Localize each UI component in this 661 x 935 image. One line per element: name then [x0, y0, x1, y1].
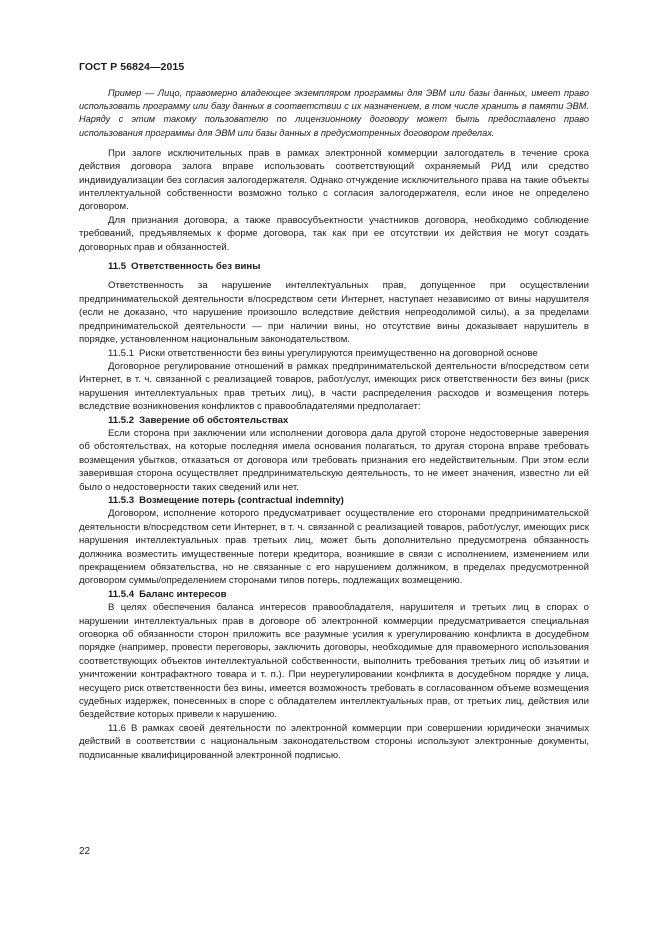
section-title: Баланс интересов	[139, 588, 227, 600]
paragraph-11-6	[79, 722, 589, 762]
section-number: 11.5.4	[108, 588, 135, 600]
paragraph-indemnity: Договором, исполнение которого предусматривает осуществление его сторонами предпринимательской деятельности в/посредством сети Интернет, в т. ч. связанной с реализацией товаров, работ/услуг, имеющих риск нарушения интеллектуальных прав третьих лиц, может быть дополнительно предусмотрена обязанность должника возместить имущественные потери кредитора, возникшие в связи с исполнением, изменением или прекращением обязательства, но не связанные с его нарушением должником, в пределах предусмотренной договором суммы/определением сторонами типов потерь, подлежащих возмещению.	[79, 508, 589, 587]
paragraph-assurances: Если сторона при заключении или исполнении договора дала другой стороне недостоверные заверения об обстоятельствах, на которые последняя имела основания полагаться, то другая сторона вправе требовать возмещения убытков, отказаться от договора или требовать признания его недействительным. При этом если заверившая сторона осуществляет предпринимательскую деятельность, то не имеет значения, известно ли ей было о недостоверности таких сведений или нет.	[79, 427, 589, 493]
example-paragraph: Пример — Лицо, правомерно владеющее экземпляром программы для ЭВМ или базы данных, имеет право использовать программу или базу данных в соответствии с их назначением, в том числе хранить в памяти ЭВМ. Наряду с этим такому пользователю по лицензионному договору может быть предоставлено право использования программы для ЭВМ или базы данных в предусмотренных договором пределах.	[79, 88, 589, 138]
paragraph-contract-form: Для признания договора, а также правосубъектности участников договора, необходимо соблюдение требований, предъявляемых к форме договора, так как при ее отсутствии их действия не могут создать договорных прав и обязанностей.	[79, 214, 589, 253]
section-heading-11-5-3	[79, 494, 589, 507]
section-title: Ответственность без вины	[131, 261, 261, 273]
section-title: Возмещение потерь (contractual indemnity)	[139, 494, 344, 506]
section-text: Риски ответственности без вины урегулируются преимущественно на договорной основе	[138, 347, 538, 359]
section-heading-11-5-4	[79, 588, 589, 601]
paragraph-balance: В целях обеспечения баланса интересов правообладателя, нарушителя и третьих лиц в спорах о нарушении интеллектуальных прав в договоре об электронной коммерции предусматривается специальная оговорка об обязанности сторон приложить все разумные усилия к урегулированию конфликта в досудебном порядке (например, провести переговоры, заключить договоры, необходимые для правомерного использования соответствующих объектов интеллектуальной собственности, выполнить требования третьих лиц об изъятии и уничтожении контрафактного товара и т. п.). При неурегулировании конфликта в досудебном порядке у лица, несущего риск ответственности без вины, имеется возможность требовать в согласованном объеме возмещения судебных издержек, понесенных в споре с обладателем интеллектуальных прав, от третьих лиц, действия или бездействие которых привели к нарушению.	[79, 602, 589, 721]
section-number: 11.5.2	[108, 414, 135, 426]
section-number: 11.5.1	[108, 347, 134, 359]
section-title: Заверение об обстоятельствах	[139, 414, 289, 426]
section-number: 11.6	[108, 722, 126, 734]
section-number: 11.5.3	[108, 494, 135, 506]
page-number: 22	[79, 846, 91, 857]
section-text: В рамках своей деятельности по электронной коммерции при совершении юридически значимых действий в соответствии с национальным законодательством стороны используют электронные документы, подписанные квалифицированной электронной подписью.	[79, 722, 589, 761]
paragraph-liability: Ответственность за нарушение интеллектуальных прав, допущенное при осуществлении предпринимательской деятельности в/посредством сети Интернет, наступает независимо от вины нарушителя (если не доказано, что нарушение произошло вследствие действия непреодолимой силы), а за пределами предпринимательской деятельности — при наличии вины, но отсутствие вины доказывает нарушитель в порядке, установленном национальным законодательством.	[79, 280, 589, 346]
document-header: ГОСТ Р 56824—2015	[79, 61, 185, 73]
section-11-5-1	[79, 347, 589, 360]
section-number: 11.5	[108, 261, 127, 273]
document-body	[79, 87, 589, 762]
paragraph-pledge: При залоге исключительных прав в рамках электронной коммерции залогодатель в течение срока действия договора залога вправе использовать соответствующий охраняемый РИД или средство индивидуализации без согласия залогодержателя. Однако отчуждение исключительного права на такие объекты интеллектуальной собственности возможно только с согласия залогодержателя, если иное не определено договором.	[79, 147, 589, 213]
section-heading-11-5-2	[79, 414, 589, 427]
section-heading-11-5	[79, 260, 589, 273]
paragraph-contract-regulation: Договорное регулирование отношений в рамках предпринимательской деятельности в/посредством сети Интернет, в т. ч. связанной с реализацией товаров, работ/услуг, имеющих риск ответственности без вины (риск нарушения интеллектуальных прав третьих лиц), в части распределения расходов и возмещения потерь вследствие возникновения конфликтов с правообладателями предполагает:	[79, 360, 589, 413]
